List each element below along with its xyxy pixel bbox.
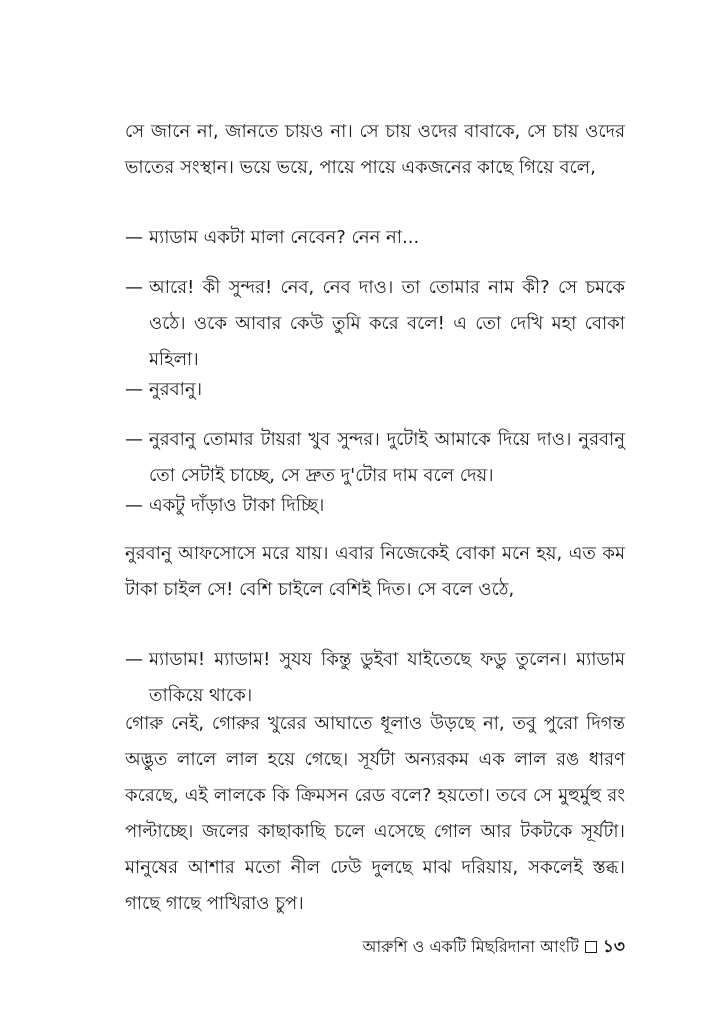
dialogue-text: ম্যাডাম! ম্যাডাম! সুযয কিন্তু ডুইবা যাইতেছে ফডু তুলেন। ম্যাডাম তাকিয়ে থাকে। <box>149 649 625 706</box>
dialogue-text: নুরবানু তোমার টায়রা খুব সুন্দর। দুটোই আমাকে দিয়ে দাও। নুরবানু তো সেটাই চাচ্ছে, সে দ্রুত দু'টোর দাম বলে দেয়। <box>149 429 625 486</box>
page-number: ১৩ <box>602 937 625 957</box>
dialogue-text: ম্যাডাম একটা মালা নেবেন? নেন না... <box>149 227 420 248</box>
em-dash: — <box>125 495 143 516</box>
dialogue-line <box>125 422 625 494</box>
em-dash: — <box>125 649 143 670</box>
dialogue-line <box>125 270 625 378</box>
paragraph-closing: গোরু নেই, গোরুর খুরের আঘাতে ধূলাও উড়ছে না, তবু পুরো দিগন্ত অদ্ভুত লালে লাল হয়ে গেছে। সূর্যটা অন্যরকম এক লাল রঙ ধারণ করেছে, এই লালকে কি ক্রিমসন রেড বলে? হয়তো। তবে সে মুহুর্মুহু রং পাল্টাচ্ছে। জলের কাছাকাছি চলে এসেছে গোল আর টকটকে সূর্যটা। মানুষের আশার মতো নীল ঢেউ দুলছে মাঝ দরিয়ায়, সকলেই স্তব্ধ। গাছে গাছে পাখিরাও চুপ। <box>125 713 625 914</box>
dialogue-line <box>125 220 625 256</box>
dialogue-line <box>125 488 625 524</box>
paragraph-opening: সে জানে না, জানতে চায়ও না। সে চায় ওদের বাবাকে, সে চায় ওদের ভাতের সংস্থান। ভয়ে ভয়ে, পায়ে পায়ে একজনের কাছে গিয়ে বলে, <box>125 121 625 178</box>
square-separator-icon <box>585 941 597 953</box>
dialogue-text: নুরবানু। <box>149 379 203 400</box>
page-footer <box>363 935 625 959</box>
em-dash: — <box>125 227 143 248</box>
dialogue-text: একটু দাঁড়াও টাকা দিচ্ছি। <box>149 495 325 516</box>
paragraph-middle: নুরবানু আফসোসে মরে যায়। এবার নিজেকেই বোকা মনে হয়, এত কম টাকা চাইল সে! বেশি চাইলে বেশিই দিত। সে বলে ওঠে, <box>125 543 625 600</box>
book-title: আরুশি ও একটি মিছরিদানা আংটি <box>362 937 579 956</box>
dialogue-line <box>125 372 625 408</box>
dialogue-line <box>125 642 625 714</box>
em-dash: — <box>125 277 143 298</box>
em-dash: — <box>125 429 143 450</box>
em-dash: — <box>125 379 143 400</box>
dialogue-text: আরে! কী সুন্দর! নেব, নেব দাও। তা তোমার নাম কী? সে চমকে ওঠে। ওকে আবার কেউ তুমি করে বলে! এ তো দেখি মহা বোকা মহিলা। <box>149 277 625 370</box>
